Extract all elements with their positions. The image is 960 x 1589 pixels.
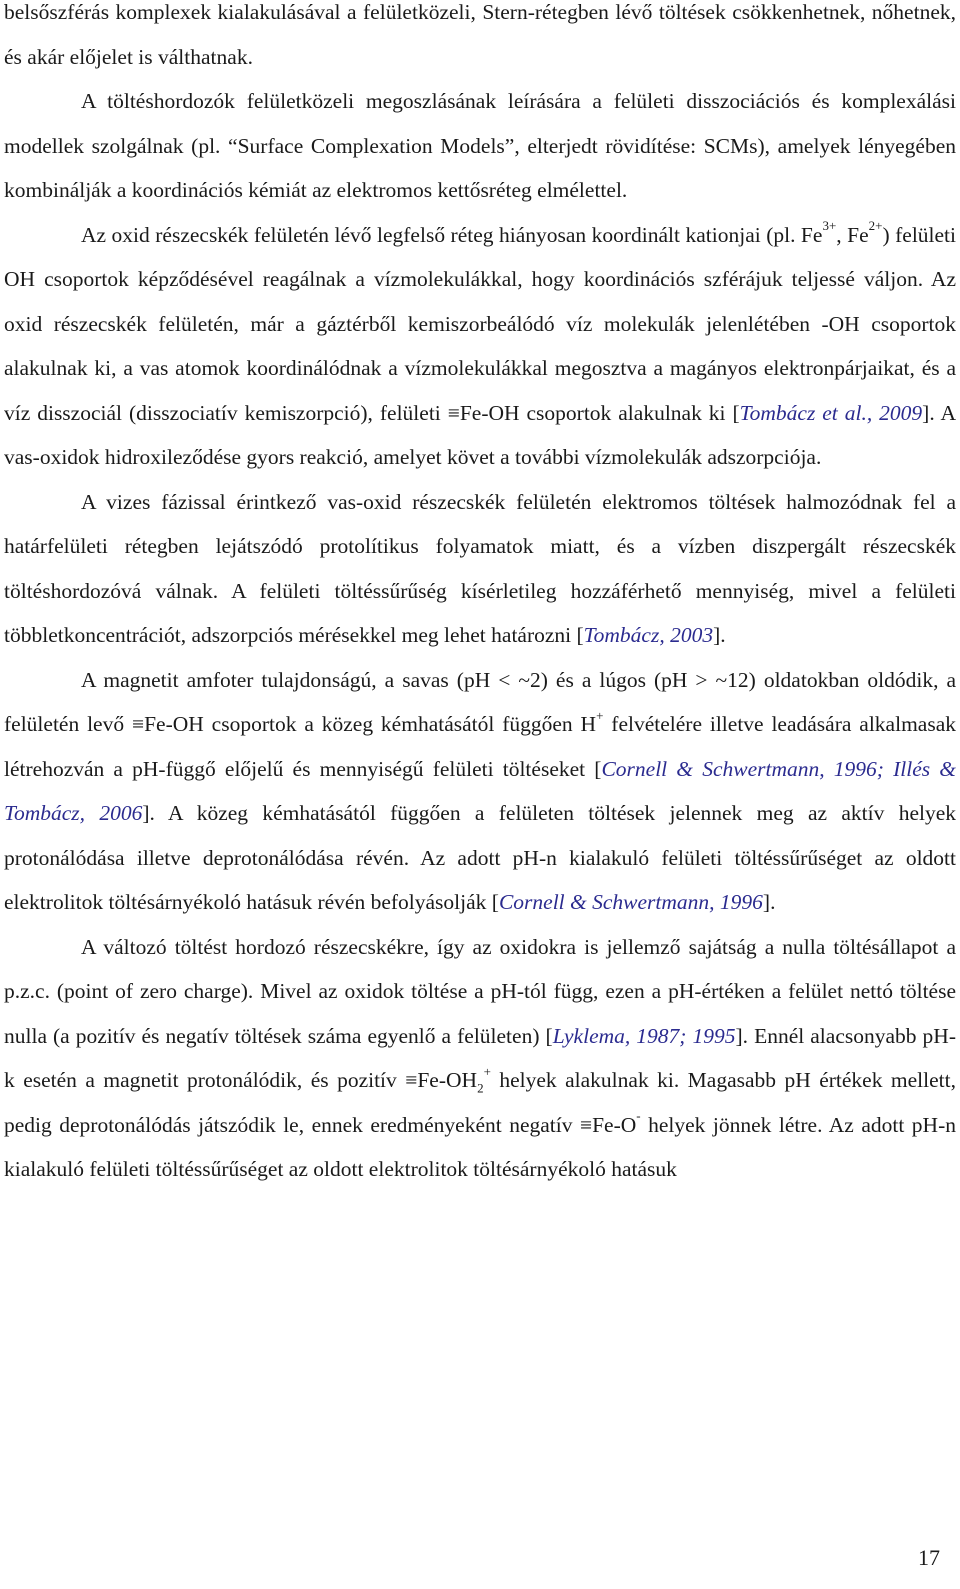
citation-reference: Cornell & Schwertmann, 1996; Illés & Tombácz, 2006 [4, 756, 956, 825]
paragraph-magnetite-amphoteric [4, 658, 956, 925]
paragraph-oxide-surface [4, 213, 956, 480]
paragraph-surface-complexation [4, 79, 956, 213]
text-run: felvételére illetve leadására alkalmasak létrehozván a pH-függő előjelű és mennyiségű felületi töltéseket [ [4, 712, 956, 781]
superscript: 2+ [868, 218, 883, 234]
paragraph-surface-charge [4, 480, 956, 658]
text-run: ]. [713, 623, 726, 647]
superscript: + [596, 707, 604, 723]
text-run: A magnetit amfoter tulajdonságú, a savas (pH < ~2) és a lúgos (pH > ~12) oldatokban oldódik, a felületén levő ≡Fe-OH csoportok a közeg kémhatásától függően H [4, 667, 956, 736]
superscript: + [483, 1063, 491, 1079]
text-run: , Fe [836, 222, 869, 247]
page-number: 17 [918, 1545, 940, 1570]
text-run: ]. A közeg kémhatásától függően a felületen töltések jelennek meg az aktív helyek protonálódása illetve deprotonálódása révén. Az adott pH-n kialakuló felületi töltéssűrűséget az oldott elektrolitok töltésárnyékoló hatásuk révén befolyásolják [ [4, 801, 956, 914]
superscript: - [636, 1108, 641, 1124]
text-run: helyek alakulnak ki. Magasabb pH értékek mellett, pedig deprotonálódás játszódik le, ennek eredményeként negatív ≡Fe-O [4, 1068, 956, 1137]
citation-reference: Tombácz et al., 2009 [739, 400, 923, 425]
citation-reference: Cornell & Schwertmann, 1996 [498, 890, 763, 914]
text-run: ]. A vas-oxidok hidroxileződése gyors reakció, amelyet követ a további vízmolekulák adszorpciója. [4, 400, 956, 469]
text-run: ]. [762, 890, 776, 914]
document-page [4, 0, 956, 1192]
text-run: helyek jönnek létre. Az adott pH-n kialakuló felületi töltéssűrűséget az oldott elektrolitok töltésárnyékoló hatásuk [4, 1112, 956, 1181]
text-run: Az oxid részecskék felületén lévő legfelső réteg hiányosan koordinált kationjai (pl. Fe [81, 222, 823, 247]
paragraph-continuation [4, 0, 956, 79]
text-run: A vizes fázissal érintkező vas-oxid részecskék felületén elektromos töltések halmozódnak fel a határfelületi rétegben lejátszódó protolítikus folyamatok miatt, és a vízben diszpergált részecskék töltéshordozóvá válnak. A felületi töltéssűrűség kísérletileg hozzáférhető mennyiség, mivel a felületi többletkoncentrációt, adszorpciós mérésekkel meg lehet határozni [ [4, 489, 956, 647]
subscript: 2 [477, 1080, 484, 1096]
citation-reference: Lyklema, 1987; 1995 [552, 1023, 736, 1048]
superscript: 3+ [822, 218, 837, 234]
text-run: A töltéshordozók felületközeli megoszlásának leírására a felületi disszociációs és komplexálási modellek szolgálnak (pl. “Surface Complexation Models”, elterjedt rövidítése: SCMs), amelyek lényegében kombinálják a koordinációs kémiát az elektromos kettősréteg elmélettel. [4, 89, 956, 202]
text-run: belsőszférás komplexek kialakulásával a felületközeli, Stern-rétegben lévő töltések csökkenhetnek, nőhetnek, és akár előjelet is válthatnak. [4, 0, 956, 69]
paragraph-pzc [4, 925, 956, 1192]
text-run: ) felületi OH csoportok képződésével reagálnak a vízmolekulákkal, hogy koordinációs szférájuk teljessé váljon. Az oxid részecskék felületén, már a gáztérből kemiszorbeálódó víz molekulák jelenlétében -OH csoportok alakulnak ki, a vas atomok koordinálódnak a vízmolekulákkal megosztva a magányos elektronpárjaikat, és a víz disszociál (disszociatív kemiszorpció), felületi ≡Fe-OH csoportok alakulnak ki [ [4, 222, 957, 425]
text-run: ]. Ennél alacsonyabb pH-k esetén a magnetit protonálódik, és pozitív ≡Fe-OH [4, 1023, 956, 1092]
citation-reference: Tombácz, 2003 [583, 623, 714, 647]
text-run: A változó töltést hordozó részecskékre, így az oxidokra is jellemző sajátság a nulla töltésállapot a p.z.c. (point of zero charge). Mivel az oxidok töltése a pH-tól függ, ezen a pH-értéken a felület nettó töltése nulla (a pozitív és negatív töltések száma egyenlő a felületen) [ [4, 934, 956, 1048]
